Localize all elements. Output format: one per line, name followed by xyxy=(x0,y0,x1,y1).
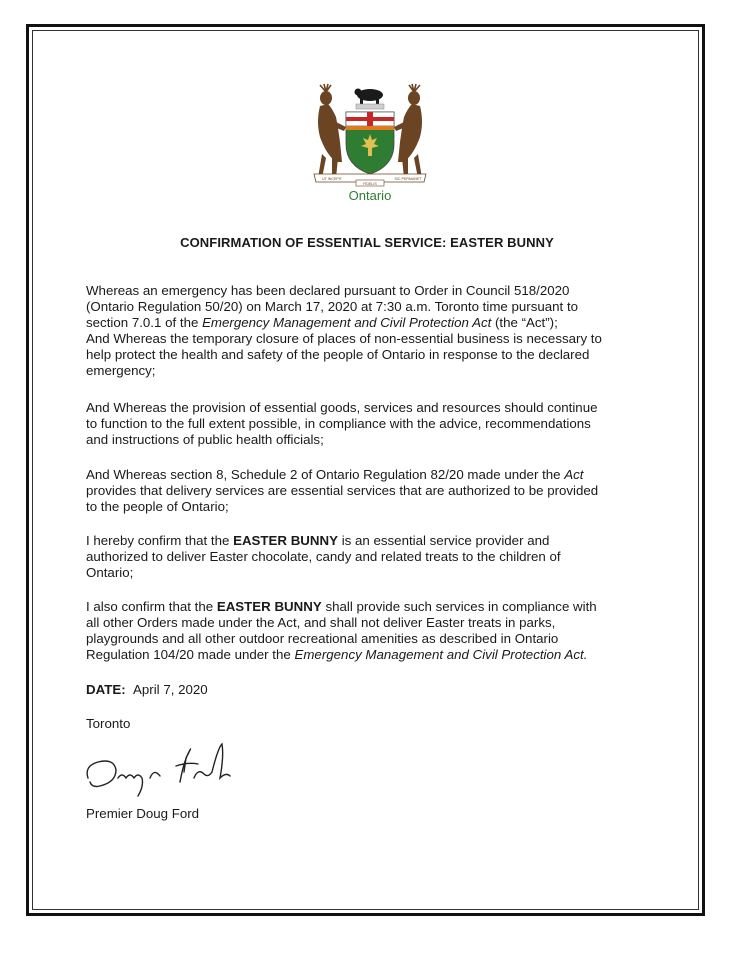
paragraph-hereby-confirm: I hereby confirm that the EASTER BUNNY is an essential service provider and authorized to deliver Easter chocolate, candy and related treats to the children of Ontario; xyxy=(86,533,561,580)
document-title: CONFIRMATION OF ESSENTIAL SERVICE: EASTER BUNNY xyxy=(180,235,554,250)
city: Toronto xyxy=(86,716,131,731)
svg-text:SIC PERMANET: SIC PERMANET xyxy=(394,177,422,181)
paragraph-also-confirm: I also confirm that the EASTER BUNNY shall provide such services in compliance with all other Orders made under the Act, and shall not deliver Easter treats in parks, playgrounds and all other outdoor recreational amenities as described in Ontario Regulation 104/20 made under the Emergency Management and Civil Protection Act. xyxy=(86,599,597,662)
moose-right-icon xyxy=(394,84,422,178)
date-line xyxy=(86,682,208,697)
paragraph-essential-goods: And Whereas the provision of essential goods, services and resources should continue to function to the full extent possible, in compliance with the advice, recommendations and instructions of public health officials; xyxy=(86,400,598,447)
moose-left-icon xyxy=(318,84,346,178)
crest-caption: Ontario xyxy=(348,188,392,203)
signer-name: Premier Doug Ford xyxy=(86,806,200,821)
shield-icon xyxy=(346,112,394,174)
date-value: April 7, 2020 xyxy=(133,682,208,697)
signature-image xyxy=(80,738,255,800)
date-label: DATE: xyxy=(86,682,126,697)
paragraph-delivery-services: And Whereas section 8, Schedule 2 of Ontario Regulation 82/20 made under the Act provides that delivery services are essential services that are authorized to be provided to the people of Ontario; xyxy=(86,467,599,514)
paragraph-whereas-emergency: Whereas an emergency has been declared pursuant to Order in Council 518/2020 (Ontario Regulation 50/20) on March 17, 2020 at 7:30 a.m. Toronto time pursuant to section 7.0.1 of the Emergency Management and Civil Protection Act (the “Act”); And Whereas the temporary closure of places of non-essential business is necessary to help protect the health and safety of the people of Ontario in response to the declared emergency; xyxy=(86,283,602,378)
bear-icon xyxy=(355,89,385,110)
svg-text:FIDELIS: FIDELIS xyxy=(363,182,377,186)
motto-banner xyxy=(314,174,426,186)
svg-text:UT INCEPIT: UT INCEPIT xyxy=(322,177,342,181)
